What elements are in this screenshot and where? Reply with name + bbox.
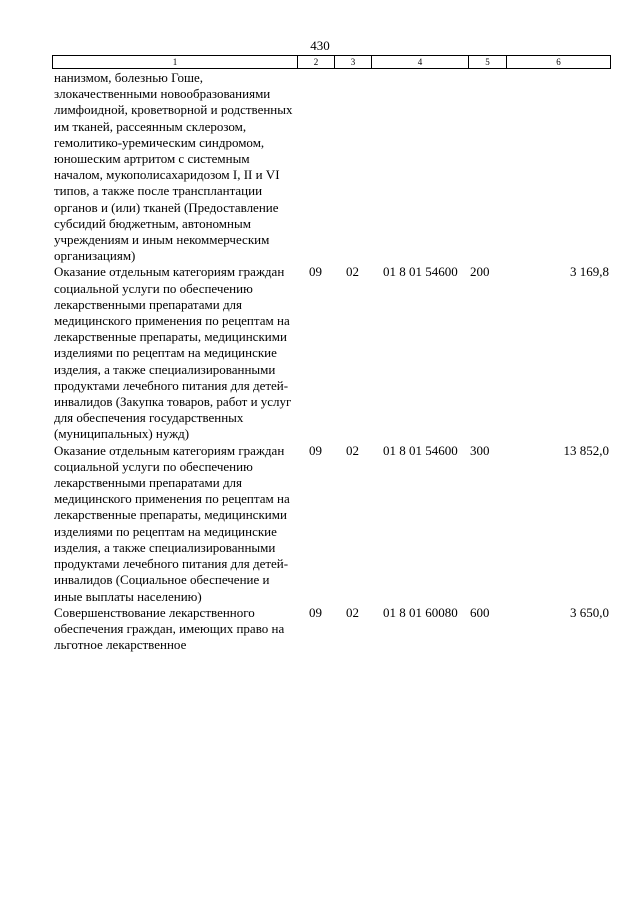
row-expense-type: 200 bbox=[470, 264, 490, 280]
row-expense-type bbox=[468, 70, 506, 264]
table-row bbox=[52, 70, 610, 264]
page-number: 430 bbox=[310, 38, 330, 53]
row-description: Оказание отдельным категориям граждан социальной услуги по обеспечению лекарственными препаратами для медицинского применения по рецептам на лекарственные препараты, медицинскими изделиями по рецептам на медицинские изделия, а также специализированными продуктами лечебного питания для детей-инвалидов (Закупка товаров, работ и услуг для обеспечения государственных (муниципальных) нужд) bbox=[54, 264, 292, 442]
row-section bbox=[297, 70, 334, 264]
row-description: Оказание отдельным категориям граждан социальной услуги по обеспечению лекарственными препаратами для медицинского применения по рецептам на лекарственные препараты, медицинскими изделиями по рецептам на медицинские изделия, а также специализированными продуктами лечебного питания для детей-инвалидов (Социальное обеспечение и иные выплаты населению) bbox=[54, 442, 290, 604]
row-subsection: 02 bbox=[346, 442, 359, 458]
table-row bbox=[52, 443, 610, 605]
column-header-5: 5 bbox=[469, 56, 507, 69]
table-row bbox=[52, 605, 610, 654]
row-subsection: 02 bbox=[346, 604, 359, 620]
row-expense-type: 600 bbox=[470, 604, 490, 620]
row-description: Совершенствование лекарственного обеспечения граждан, имеющих право на льготное лекарственное bbox=[54, 604, 285, 653]
row-section: 09 bbox=[309, 604, 322, 620]
row-target-article bbox=[371, 70, 468, 264]
table-row bbox=[52, 264, 610, 442]
row-amount bbox=[506, 70, 610, 264]
row-target-article: 01 8 01 54600 bbox=[383, 442, 458, 458]
row-section: 09 bbox=[309, 264, 322, 280]
column-number-header bbox=[52, 55, 611, 69]
row-target-article: 01 8 01 60080 bbox=[383, 604, 458, 620]
row-amount: 13 852,0 bbox=[563, 442, 609, 458]
row-target-article: 01 8 01 54600 bbox=[383, 264, 458, 280]
row-subsection bbox=[334, 70, 371, 264]
budget-table bbox=[52, 70, 610, 653]
row-subsection: 02 bbox=[346, 264, 359, 280]
row-description: нанизмом, болезнью Гоше, злокачественными новообразованиями лимфоидной, кроветворной и родственных им тканей, рассеянным склерозом, гемолитико-уремическим синдромом, юношеским артритом с системным началом, мукополисахаридозом I, II и VI типов, а также после трансплантации органов и (или) тканей (Предоставление субсидий бюджетным, автономным учреждениям и иным некоммерческим организациям) bbox=[54, 70, 293, 264]
column-header-4: 4 bbox=[372, 56, 469, 69]
column-header-3: 3 bbox=[335, 56, 372, 69]
row-section: 09 bbox=[309, 442, 322, 458]
header-row bbox=[53, 56, 611, 69]
row-amount: 3 650,0 bbox=[570, 604, 609, 620]
row-amount: 3 169,8 bbox=[570, 264, 609, 280]
column-header-2: 2 bbox=[298, 56, 335, 69]
column-header-1: 1 bbox=[53, 56, 298, 69]
row-expense-type: 300 bbox=[470, 442, 490, 458]
column-header-6: 6 bbox=[507, 56, 611, 69]
